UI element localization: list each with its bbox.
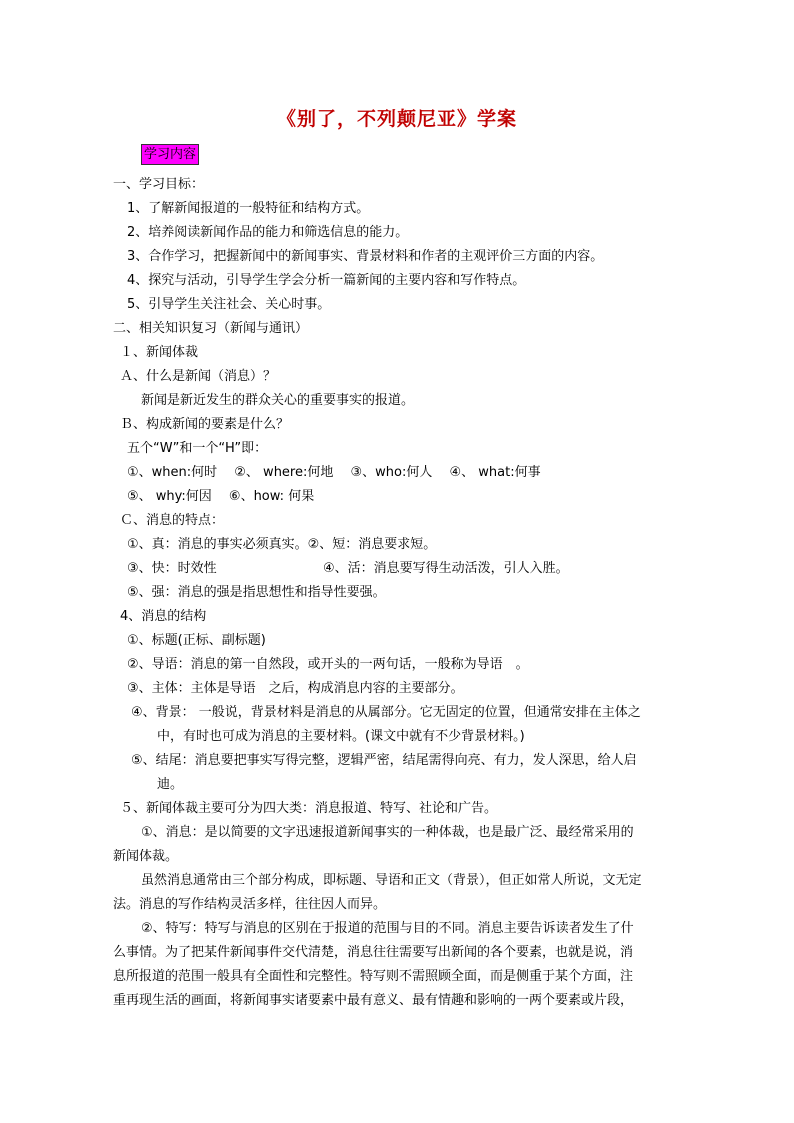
answer-text: 新闻是新近发生的群众关心的重要事实的报道。	[141, 393, 415, 408]
paragraph-line: 息所报道的范围一般具有全面性和完整性。特写则不需照顾全面，而是侧重于某个方面，注	[113, 969, 634, 984]
answer-text: 五个“W”和一个“H”即：	[127, 441, 268, 456]
subsection-heading: 4、消息的结构	[120, 609, 207, 624]
question-text: Ｂ、构成新闻的要素是什么？	[120, 417, 290, 432]
goal-item: 2、培养阅读新闻作品的能力和筛选信息的能力。	[127, 225, 409, 240]
subsection-heading: ５、新闻体裁主要可分为四大类：消息报道、特写、社论和广告。	[120, 801, 498, 816]
paragraph-line: 法。消息的写作结构灵活多样，往往因人而异。	[113, 897, 387, 912]
subsection-heading: １、新闻体裁	[120, 345, 199, 360]
structure-line: 迪。	[157, 777, 184, 792]
structure-line: ⑤、结尾：消息要把事实写得完整，逻辑严密，结尾需得向亮、有力，发人深思，给人启	[131, 753, 637, 768]
paragraph-line: 虽然消息通常由三个部分构成，即标题、导语和正文（背景），但正如常人所说，文无定	[141, 873, 642, 888]
goal-item: 1、了解新闻报道的一般特征和结构方式。	[127, 201, 370, 216]
paragraph-line: 重再现生活的画面，将新闻事实诸要素中最有意义、最有情趣和影响的一两个要素或片段，	[113, 993, 634, 1008]
paragraph-line: 么事情。为了把某件新闻事件交代清楚，消息往往需要写出新闻的各个要素，也就是说，消	[113, 945, 634, 960]
question-text: Ｃ、消息的特点：	[120, 513, 225, 528]
feature-line: ①、真：消息的事实必须真实。②、短：消息要求短。	[127, 537, 437, 552]
paragraph-line: 新闻体裁。	[113, 849, 179, 864]
element-list: ⑤、 why:何因 ⑥、how: 何果	[127, 489, 315, 504]
element-list: ①、when:何时 ②、 where:何地 ③、who:何人 ④、 what:何事	[127, 465, 541, 480]
structure-line: ③、主体：主体是导语 之后，构成消息内容的主要部分。	[127, 681, 464, 696]
goal-item: 5、引导学生关注社会、关心时事。	[127, 297, 331, 312]
structure-line: ②、导语：消息的第一自然段，或开头的一两句话，一般称为导语 。	[127, 657, 529, 672]
section-heading: 一、学习目标：	[113, 177, 205, 192]
question-text: Ａ、什么是新闻（消息）？	[120, 369, 277, 384]
structure-line: 中，有时也可成为消息的主要材料。(课文中就有不少背景材料。)	[157, 729, 525, 744]
structure-line: ①、标题(正标、副标题)	[127, 633, 266, 648]
paragraph-line: ②、特写：特写与消息的区别在于报道的范围与目的不同。消息主要告诉读者发生了什	[141, 921, 634, 936]
feature-line: ⑤、强：消息的强是指思想性和指导性要强。	[127, 585, 386, 600]
paragraph-line: ①、消息：是以简要的文字迅速报道新闻事实的一种体裁，也是最广泛、最经常采用的	[141, 825, 634, 840]
section-tag: 学习内容	[141, 144, 199, 165]
structure-line: ④、背景： 一般说，背景材料是消息的从属部分。它无固定的位置，但通常安排在主体之	[131, 705, 641, 720]
feature-line: ③、快：时效性	[127, 561, 217, 576]
section-heading: 二、相关知识复习（新闻与通讯）	[113, 321, 309, 336]
feature-line: ④、活：消息要写得生动活泼，引人入胜。	[323, 561, 569, 576]
goal-item: 4、探究与活动，引导学生学会分析一篇新闻的主要内容和写作特点。	[127, 273, 526, 288]
document-title: 《别了，不列颠尼亚》学案	[276, 108, 517, 130]
goal-item: 3、合作学习，把握新闻中的新闻事实、背景材料和作者的主观评价三方面的内容。	[127, 249, 604, 264]
